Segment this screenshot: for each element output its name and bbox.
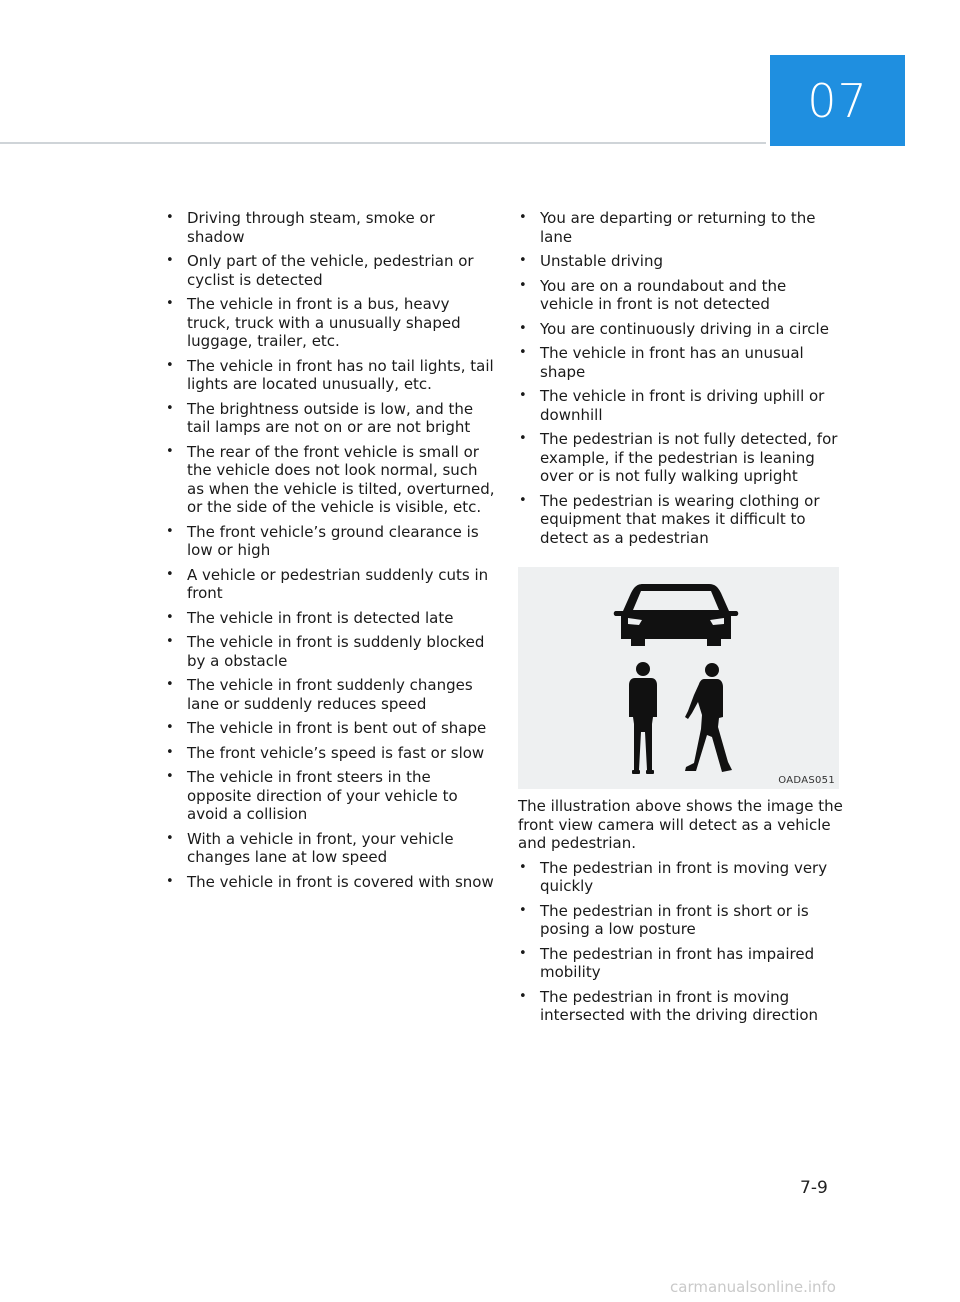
list-item: • Unstable driving [518,252,843,271]
list-item: • The vehicle in front has an unusual shape [518,344,843,381]
list-item: • The pedestrian is wearing clothing or equipment that makes it difficult to detect as a pedestrian [518,492,843,548]
list-item: • You are continuously driving in a circle [518,320,843,339]
detection-illustration [518,567,839,789]
list-item: • You are departing or returning to the lane [518,209,843,246]
left-bullet-list [165,209,495,891]
list-item: • The rear of the front vehicle is small or the vehicle does not look normal, such as when the vehicle is tilted, overturned, or the side of the vehicle is visible, etc. [165,443,495,517]
list-item: • Only part of the vehicle, pedestrian or cyclist is detected [165,252,495,289]
chapter-tab [770,55,905,146]
list-item: • The vehicle in front is covered with snow [165,873,495,892]
list-item: • The vehicle in front is bent out of shape [165,719,495,738]
figure-code: OADAS051 [778,775,835,786]
list-item: • The front vehicle’s speed is fast or slow [165,744,495,763]
list-item: • A vehicle or pedestrian suddenly cuts in front [165,566,495,603]
car-front-icon [614,584,739,646]
right-bullet-list [518,209,843,547]
list-item: • The vehicle in front is a bus, heavy truck, truck with a unusually shaped luggage, trailer, etc. [165,295,495,351]
figure-caption: The illustration above shows the image the front view camera will detect as a vehicle and pedestrian. [518,797,843,852]
chapter-number: 07 [807,73,868,128]
list-item: • The vehicle in front suddenly changes lane or suddenly reduces speed [165,676,495,713]
list-item: • The pedestrian in front is moving very quickly [518,859,843,896]
list-item: • The pedestrian in front is moving intersected with the driving direction [518,988,843,1025]
list-item: • You are on a roundabout and the vehicle in front is not detected [518,277,843,314]
illustration-graphic [518,567,839,789]
list-item: • The vehicle in front has no tail lights, tail lights are located unusually, etc. [165,357,495,394]
list-item: • The pedestrian in front is short or is posing a low posture [518,902,843,939]
header-rule [0,142,766,144]
page-number: 7-9 [800,1178,828,1198]
standing-person-icon [629,662,657,774]
walking-person-icon [685,663,732,772]
list-item: • The front vehicle’s ground clearance is low or high [165,523,495,560]
list-item: • The vehicle in front is driving uphill or downhill [518,387,843,424]
list-item: • Driving through steam, smoke or shadow [165,209,495,246]
list-item: • The brightness outside is low, and the tail lamps are not on or are not bright [165,400,495,437]
list-item: • The vehicle in front is suddenly blocked by a obstacle [165,633,495,670]
right-column [518,209,843,1031]
pedestrian-bullet-list [518,859,843,1025]
list-item: • The pedestrian in front has impaired mobility [518,945,843,982]
list-item: • The vehicle in front steers in the opposite direction of your vehicle to avoid a collision [165,768,495,824]
list-item: • With a vehicle in front, your vehicle changes lane at low speed [165,830,495,867]
list-item: • The pedestrian is not fully detected, for example, if the pedestrian is leaning over or is not fully walking upright [518,430,843,486]
list-item: • The vehicle in front is detected late [165,609,495,628]
watermark[interactable]: carmanualsonline.info [670,1278,836,1296]
left-column [165,209,495,897]
